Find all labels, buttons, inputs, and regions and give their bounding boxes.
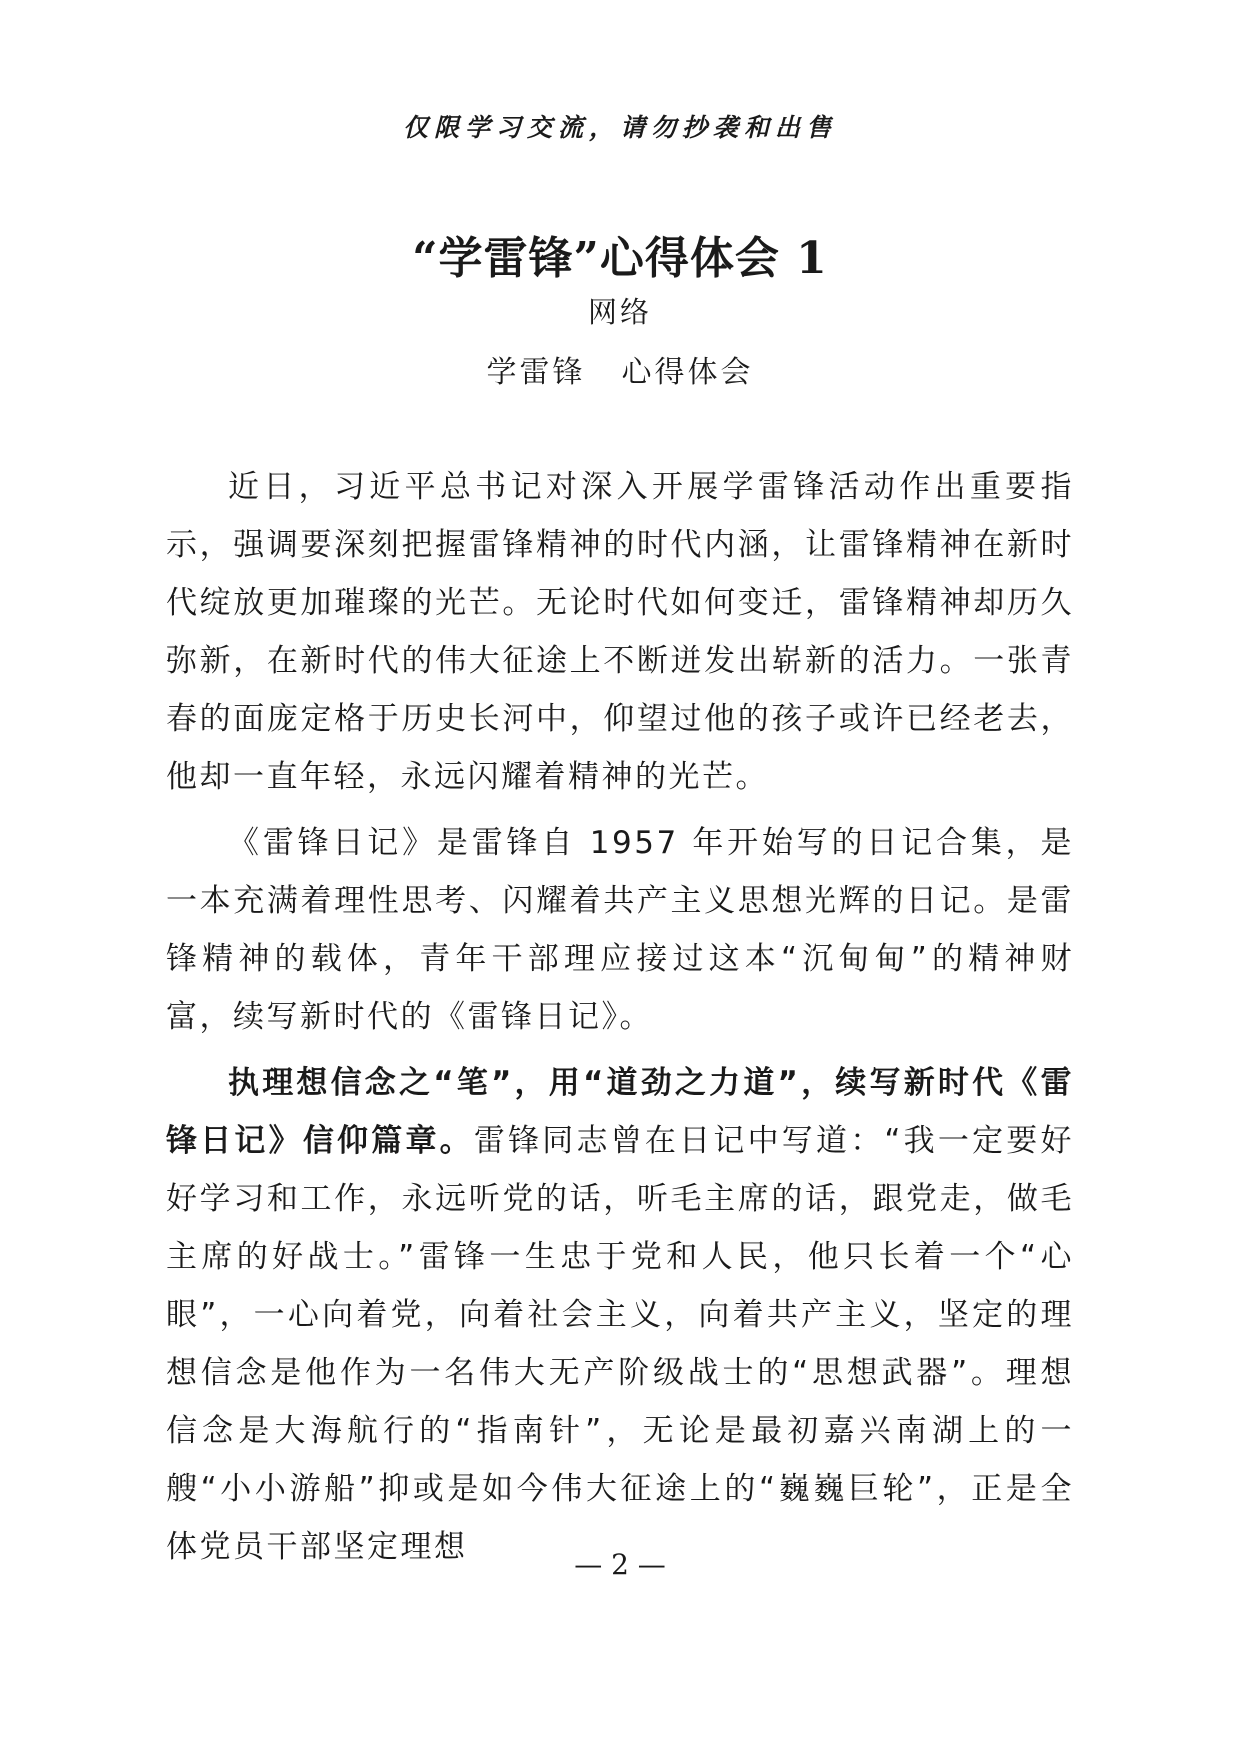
document-title: “学雷锋”心得体会 1	[412, 233, 828, 284]
body-paragraph	[166, 458, 1074, 806]
keywords-line	[0, 347, 1240, 391]
keyword: 心得体会	[621, 355, 754, 390]
body-paragraph	[166, 1054, 1074, 1576]
paragraph-lead: 执理想信念之“笔”，用“道劲之力道”，续写新时代《雷锋日记》信仰篇章。	[166, 1065, 1074, 1159]
page-number: — 2 —	[574, 1548, 666, 1581]
body-paragraph	[166, 814, 1074, 1046]
paragraph-text: 近日，习近平总书记对深入开展学雷锋活动作出重要指示，强调要深刻把握雷锋精神的时代内涵，让雷锋精神在新时代绽放更加璀璨的光芒。无论时代如何变迁，雷锋精神却历久弥新，在新时代的伟大征途上不断迸发出崭新的活力。一张青春的面庞定格于历史长河中，仰望过他的孩子或许已经老去，他却一直年轻，永远闪耀着精神的光芒。	[166, 469, 1074, 795]
source-line: 网络	[587, 295, 652, 329]
paragraph-text: 雷锋同志曾在日记中写道：“我一定要好好学习和工作，永远听党的话，听毛主席的话，跟党走，做毛主席的好战士。”雷锋一生忠于党和人民，他只长着一个“心眼”，一心向着党，向着社会主义，向着共产主义，坚定的理想信念是他作为一名伟大无产阶级战士的“思想武器”。理想信念是大海航行的“指南针”，无论是最初嘉兴南湖上的一艘“小小游船”抑或是如今伟大征途上的“巍巍巨轮”，正是全体党员干部坚定理想	[166, 1123, 1075, 1565]
document-body	[166, 458, 1074, 1584]
keyword: 学雷锋	[486, 355, 586, 390]
header-note: 仅限学习交流，请勿抄袭和出售	[402, 113, 837, 142]
paragraph-text: 《雷锋日记》是雷锋自 1957 年开始写的日记合集，是一本充满着理性思考、闪耀着共产主义思想光辉的日记。是雷锋精神的载体，青年干部理应接过这本“沉甸甸”的精神财富，续写新时代的《雷锋日记》。	[166, 825, 1074, 1035]
